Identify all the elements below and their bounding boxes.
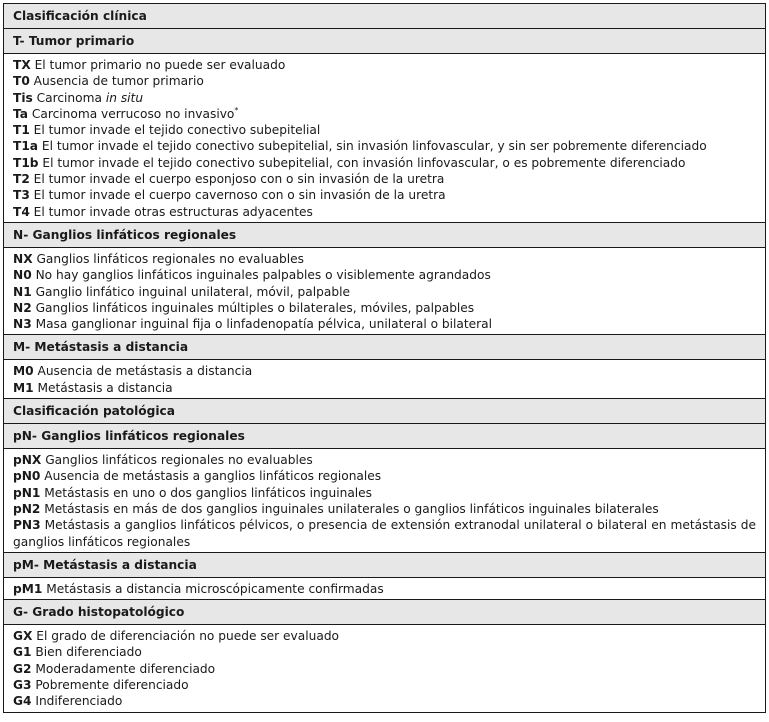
m-section-body [4,360,765,399]
list-item [13,693,756,709]
item-text: Carcinoma verrucoso no invasivo [31,106,235,121]
n-section-heading: N- Ganglios linfáticos regionales [4,223,765,248]
list-item [13,628,756,644]
list-item [13,122,756,138]
item-code: pM1 [13,581,43,596]
item-text: El tumor invade el cuerpo cavernoso con o sin invasión de la uretra [33,188,446,203]
pn-section-body [4,449,765,553]
list-item [13,300,756,316]
list-item [13,677,756,693]
item-text: Masa ganglionar inguinal fija o linfadenopatía pélvica, unilateral o bilateral [35,317,493,332]
g-section-heading: G- Grado histopatológico [4,600,765,625]
item-code: pN0 [13,469,41,484]
item-text: Ganglio linfático inguinal unilateral, móvil, palpable [35,284,350,299]
item-text: Metástasis a distancia microscópicamente confirmadas [46,581,384,596]
item-code: M1 [13,380,34,395]
item-text: Carcinoma [36,90,106,105]
item-code: T0 [13,74,30,89]
t-section-body [4,54,765,223]
item-text: Ganglios linfáticos inguinales múltiples o bilaterales, móviles, palpables [35,300,475,315]
m-section-heading: M- Metástasis a distancia [4,335,765,360]
item-text: Metástasis en más de dos ganglios inguinales unilaterales o ganglios linfáticos inguinales bilaterales [44,501,659,516]
item-text: Ganglios linfáticos regionales no evaluables [45,453,313,468]
clinical-classification-heading: Clasificación clínica [4,4,765,29]
list-item [13,316,756,332]
list-item [13,251,756,267]
item-text: Indiferenciado [35,694,123,709]
item-text: Ganglios linfáticos regionales no evaluables [36,251,305,266]
list-item [13,380,756,396]
list-item [13,661,756,677]
list-item [13,581,756,597]
list-item [13,106,756,122]
item-code: N1 [13,284,32,299]
item-text: No hay ganglios linfáticos inguinales palpables o visiblemente agrandados [35,268,491,283]
list-item [13,187,756,203]
list-item [13,57,756,73]
list-item [13,171,756,187]
item-text: El tumor invade otras estructuras adyacentes [33,204,313,219]
list-item [13,485,756,501]
g-section-body [4,625,765,711]
list-item [13,363,756,379]
item-text: Pobremente diferenciado [35,678,189,693]
list-item [13,284,756,300]
item-code: pN2 [13,501,41,516]
item-code: PN3 [13,518,41,533]
item-code: T1b [13,155,39,170]
item-code: T1 [13,123,30,138]
pm-section-body [4,578,765,600]
item-text: Ausencia de metástasis a distancia [37,364,253,379]
item-code: G1 [13,645,32,660]
item-text: Metástasis a ganglios linfáticos pélvicos, o presencia de extensión extranodal unilateral o bilateral en metástasis de ganglios linfáticos regionales [13,518,756,549]
item-code: G2 [13,661,32,676]
item-text: Moderadamente diferenciado [35,661,216,676]
list-item [13,644,756,660]
list-item [13,468,756,484]
item-text: Ausencia de metástasis a ganglios linfáticos regionales [44,469,382,484]
item-text: El tumor invade el cuerpo esponjoso con o sin invasión de la uretra [33,172,445,187]
item-text: El tumor primario no puede ser evaluado [34,58,286,72]
pathological-classification-heading: Clasificación patológica [4,399,765,424]
item-code: pNX [13,453,42,468]
item-code: T2 [13,172,30,187]
item-text: El grado de diferenciación no puede ser evaluado [36,629,340,644]
pn-section-heading: pN- Ganglios linfáticos regionales [4,424,765,449]
item-italic-text: in situ [105,90,144,105]
item-code: Ta [13,106,28,121]
item-code: GX [13,629,33,644]
item-text: El tumor invade el tejido conectivo subepitelial [33,123,321,138]
item-code: TX [13,58,31,72]
item-code: N2 [13,300,32,315]
item-code: N3 [13,317,32,332]
item-text: Metástasis en uno o dos ganglios linfáticos inguinales [44,485,373,500]
item-code: T4 [13,204,30,219]
item-code: NX [13,251,33,266]
item-text: Bien diferenciado [35,645,142,660]
item-code: G4 [13,694,32,709]
item-text: Metástasis a distancia [37,380,173,395]
list-item [13,501,756,517]
tnm-classification-table [3,3,766,713]
item-code: N0 [13,268,32,283]
item-text: El tumor invade el tejido conectivo subepitelial, con invasión linfovascular, o es pobremente diferenciado [42,155,686,170]
list-item [13,517,756,550]
list-item [13,90,756,106]
list-item [13,204,756,220]
item-code: T3 [13,188,30,203]
list-item [13,452,756,468]
item-code: pN1 [13,485,41,500]
list-item [13,138,756,154]
item-text: El tumor invade el tejido conectivo subepitelial, sin invasión linfovascular, y sin ser pobremente diferenciado [41,139,707,154]
n-section-body [4,248,765,335]
list-item [13,155,756,171]
pm-section-heading: pM- Metástasis a distancia [4,553,765,578]
t-section-heading: T- Tumor primario [4,29,765,54]
item-code: G3 [13,678,32,693]
item-code: M0 [13,364,34,379]
item-code: Tis [13,90,33,105]
list-item [13,73,756,89]
item-text: Ausencia de tumor primario [33,74,204,89]
item-code: T1a [13,139,39,154]
footnote-marker: * [234,105,239,115]
list-item [13,267,756,283]
